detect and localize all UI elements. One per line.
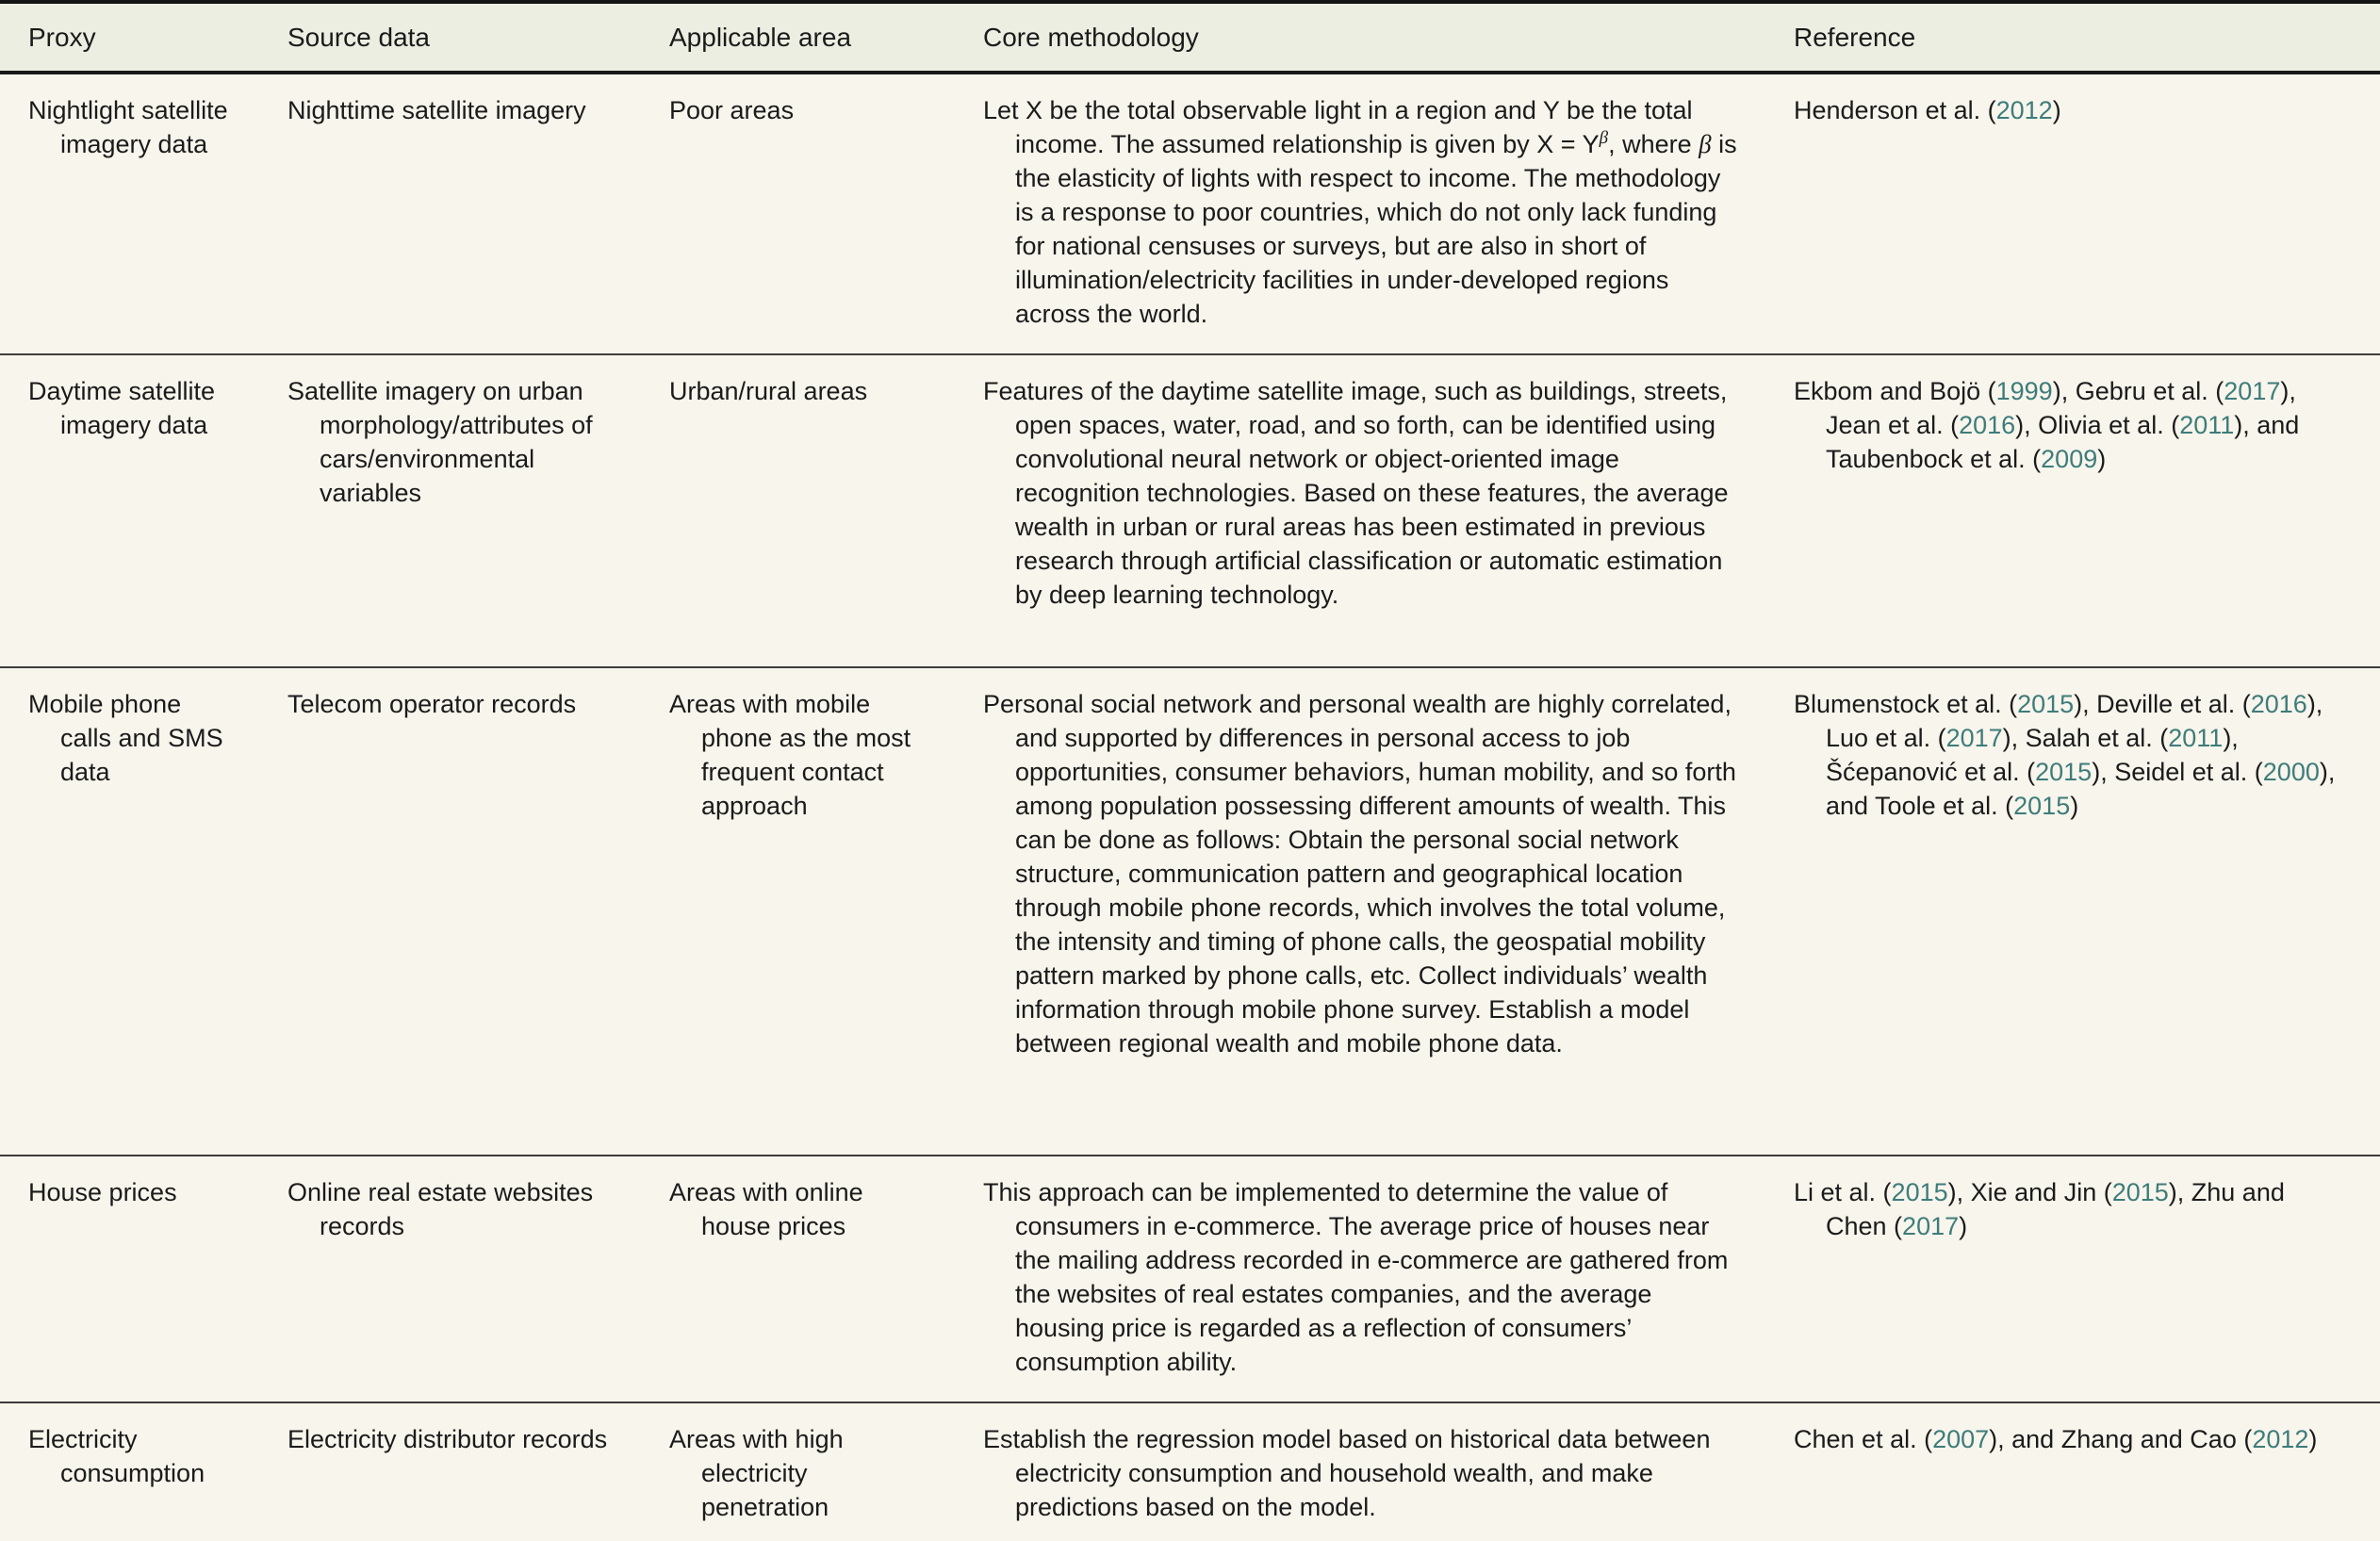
text-segment: ) — [2052, 96, 2061, 124]
cell-reference — [1765, 667, 2380, 1156]
cell-text: Online real estate websites records — [287, 1178, 594, 1240]
text-segment: ), and Zhang and Cao ( — [1989, 1425, 2253, 1453]
citation-year-link[interactable]: 2012 — [2252, 1425, 2309, 1453]
text-segment: , where — [1608, 130, 1699, 158]
cell-proxy — [0, 667, 259, 1156]
cell-text: House prices — [28, 1178, 177, 1206]
citation-year-link[interactable]: 2015 — [2017, 690, 2075, 718]
table-row-house-prices — [0, 1156, 2380, 1402]
text-segment: ) — [2097, 445, 2107, 473]
text-segment: Li et al. ( — [1794, 1178, 1892, 1206]
cell-text: Nighttime satellite imagery — [287, 96, 586, 124]
text-segment: ), Xie and Jin ( — [1947, 1178, 2112, 1206]
table-header — [0, 2, 2380, 73]
cell-text: Satellite imagery on urban morphology/attributes of cars/environmental variables — [287, 377, 593, 507]
cell-applicable-area — [641, 1402, 955, 1541]
citation-year-link[interactable]: 2015 — [2013, 792, 2071, 820]
cell-text — [983, 687, 1737, 1060]
cell-source-data — [259, 1402, 641, 1541]
cell-text: Poor areas — [669, 96, 795, 124]
header-row — [0, 2, 2380, 73]
cell-text: Electricity distributor records — [287, 1425, 608, 1453]
table-row-electricity — [0, 1402, 2380, 1541]
cell-proxy — [0, 1402, 259, 1541]
citation-year-link[interactable]: 2017 — [2224, 377, 2281, 405]
text-segment: This approach can be implemented to determine the value of consumers in e-commerce. The average price of houses near the mailing address recorded in e-commerce are gathered from the websites of real estates companies, and the average housing price is regarded as a reflection of consumers’ consumption ability. — [983, 1178, 1729, 1376]
citation-year-link[interactable]: 2015 — [1891, 1178, 1948, 1206]
cell-text: Daytime satellite imagery data — [28, 377, 216, 439]
cell-source-data — [259, 73, 641, 354]
citation-year-link[interactable]: 2000 — [2262, 758, 2320, 786]
text-segment: ), Olivia et al. ( — [2015, 411, 2180, 439]
cell-text: Nightlight satellite imagery data — [28, 96, 228, 158]
cell-proxy — [0, 1156, 259, 1402]
cell-core-methodology — [955, 73, 1765, 354]
cell-applicable-area — [641, 1156, 955, 1402]
table-row-daytime — [0, 354, 2380, 667]
text-segment: ), and Taubenbock et al. ( — [1826, 411, 2300, 473]
citation-year-link[interactable]: 2009 — [2041, 445, 2098, 473]
cell-proxy — [0, 354, 259, 667]
cell-reference — [1765, 1156, 2380, 1402]
citation-year-link[interactable]: 2011 — [2168, 724, 2224, 752]
citation-year-link[interactable]: 2012 — [1995, 96, 2053, 124]
cell-applicable-area — [641, 354, 955, 667]
cell-core-methodology — [955, 1402, 1765, 1541]
text-segment: Establish the regression model based on historical data between electricity consumption and household wealth, and make predictions based on the model. — [983, 1425, 1711, 1521]
text-segment: β — [1599, 128, 1609, 148]
text-segment: Features of the daytime satellite image, such as buildings, streets, open spaces, water, road, and so forth, can be identified using convolutional neural network or object-oriented image recognition technologies. Based on these features, the average wealth in urban or rural areas has been estimated in previous research through artificial classification or automatic estimation by deep learning technology. — [983, 377, 1729, 609]
text-segment: ) — [1959, 1212, 1968, 1240]
cell-reference — [1765, 354, 2380, 667]
cell-text — [983, 1175, 1737, 1379]
cell-applicable-area — [641, 667, 955, 1156]
text-segment: β — [1699, 130, 1712, 158]
cell-source-data — [259, 1156, 641, 1402]
text-segment: ) — [2308, 1425, 2318, 1453]
text-segment: Ekbom and Bojö ( — [1794, 377, 1996, 405]
text-segment: Personal social network and personal wealth are highly correlated, and supported by differences in personal access to job opportunities, consumer behaviors, human mobility, and so forth among population possessing different amounts of wealth. This can be done as follows: Obtain the personal social network structure, communication pattern and geographical location through mobile phone records, which involves the total volume, the intensity and timing of phone calls, the geospatial mobility pattern marked by phone calls, etc. Collect individuals’ wealth information through mobile phone survey. Establish a model between regional wealth and mobile phone data. — [983, 690, 1736, 1057]
column-header-source-data: Source data — [259, 2, 641, 73]
cell-source-data — [259, 667, 641, 1156]
cell-core-methodology — [955, 1156, 1765, 1402]
cell-proxy — [0, 73, 259, 354]
cell-reference — [1765, 1402, 2380, 1541]
cell-text — [1794, 1175, 2352, 1243]
cell-source-data — [259, 354, 641, 667]
text-segment: ), Seidel et al. ( — [2092, 758, 2263, 786]
citation-year-link[interactable]: 2015 — [2035, 758, 2093, 786]
text-segment: ) — [2070, 792, 2079, 820]
text-segment: Chen et al. ( — [1794, 1425, 1933, 1453]
citation-year-link[interactable]: 2016 — [1959, 411, 2016, 439]
text-segment: ), Šćepanović et al. ( — [1826, 724, 2239, 786]
text-segment: ), Luo et al. ( — [1826, 690, 2323, 752]
cell-text: Areas with high electricity penetration — [669, 1425, 844, 1521]
cell-text: Areas with online house prices — [669, 1178, 863, 1240]
cell-reference — [1765, 73, 2380, 354]
text-segment: ), Jean et al. ( — [1826, 377, 2296, 439]
text-segment: ), Salah et al. ( — [2002, 724, 2169, 752]
cell-text — [983, 1422, 1737, 1524]
text-segment: is the elasticity of lights with respect to income. The methodology is a response to poor countries, which do not only lack funding for national censuses or surveys, but are also in short of illumination/electricity facilities in under-developed regions across the world. — [1015, 130, 1737, 328]
cell-text — [983, 374, 1737, 612]
cell-text — [1794, 1422, 2352, 1456]
cell-text — [1794, 687, 2352, 823]
citation-year-link[interactable]: 2011 — [2179, 411, 2235, 439]
text-segment: ), Deville et al. ( — [2074, 690, 2251, 718]
cell-text — [1794, 93, 2352, 127]
column-header-applicable-area: Applicable area — [641, 2, 955, 73]
text-segment: ), Gebru et al. ( — [2052, 377, 2224, 405]
column-header-core-methodology: Core methodology — [955, 2, 1765, 73]
cell-text: Electricity consumption — [28, 1425, 205, 1487]
text-segment: ), Zhu and Chen ( — [1826, 1178, 2285, 1240]
cell-core-methodology — [955, 354, 1765, 667]
text-segment: Henderson et al. ( — [1794, 96, 1996, 124]
cell-text: Mobile phone calls and SMS data — [28, 690, 223, 786]
cell-core-methodology — [955, 667, 1765, 1156]
table-row-mobile-phone — [0, 667, 2380, 1156]
table-row-nightlight — [0, 73, 2380, 354]
text-segment: ), and Toole et al. ( — [1826, 758, 2336, 820]
citation-year-link[interactable]: 2015 — [2111, 1178, 2169, 1206]
column-header-proxy: Proxy — [0, 2, 259, 73]
cell-text: Telecom operator records — [287, 690, 577, 718]
text-segment: Blumenstock et al. ( — [1794, 690, 2018, 718]
citation-year-link[interactable]: 2017 — [1945, 724, 2003, 752]
text-segment: Let X be the total observable light in a region and Y be the total income. The assumed relationship is given by X = Y — [983, 96, 1693, 158]
cell-text: Areas with mobile phone as the most frequent contact approach — [669, 690, 911, 820]
citation-year-link[interactable]: 2016 — [2250, 690, 2307, 718]
citation-year-link[interactable]: 2017 — [1902, 1212, 1960, 1240]
cell-applicable-area — [641, 73, 955, 354]
cell-text — [1794, 374, 2352, 476]
cell-text — [983, 93, 1737, 331]
table-body — [0, 73, 2380, 1541]
column-header-reference: Reference — [1765, 2, 2380, 73]
cell-text: Urban/rural areas — [669, 377, 868, 405]
citation-year-link[interactable]: 2007 — [1932, 1425, 1990, 1453]
citation-year-link[interactable]: 1999 — [1995, 377, 2053, 405]
